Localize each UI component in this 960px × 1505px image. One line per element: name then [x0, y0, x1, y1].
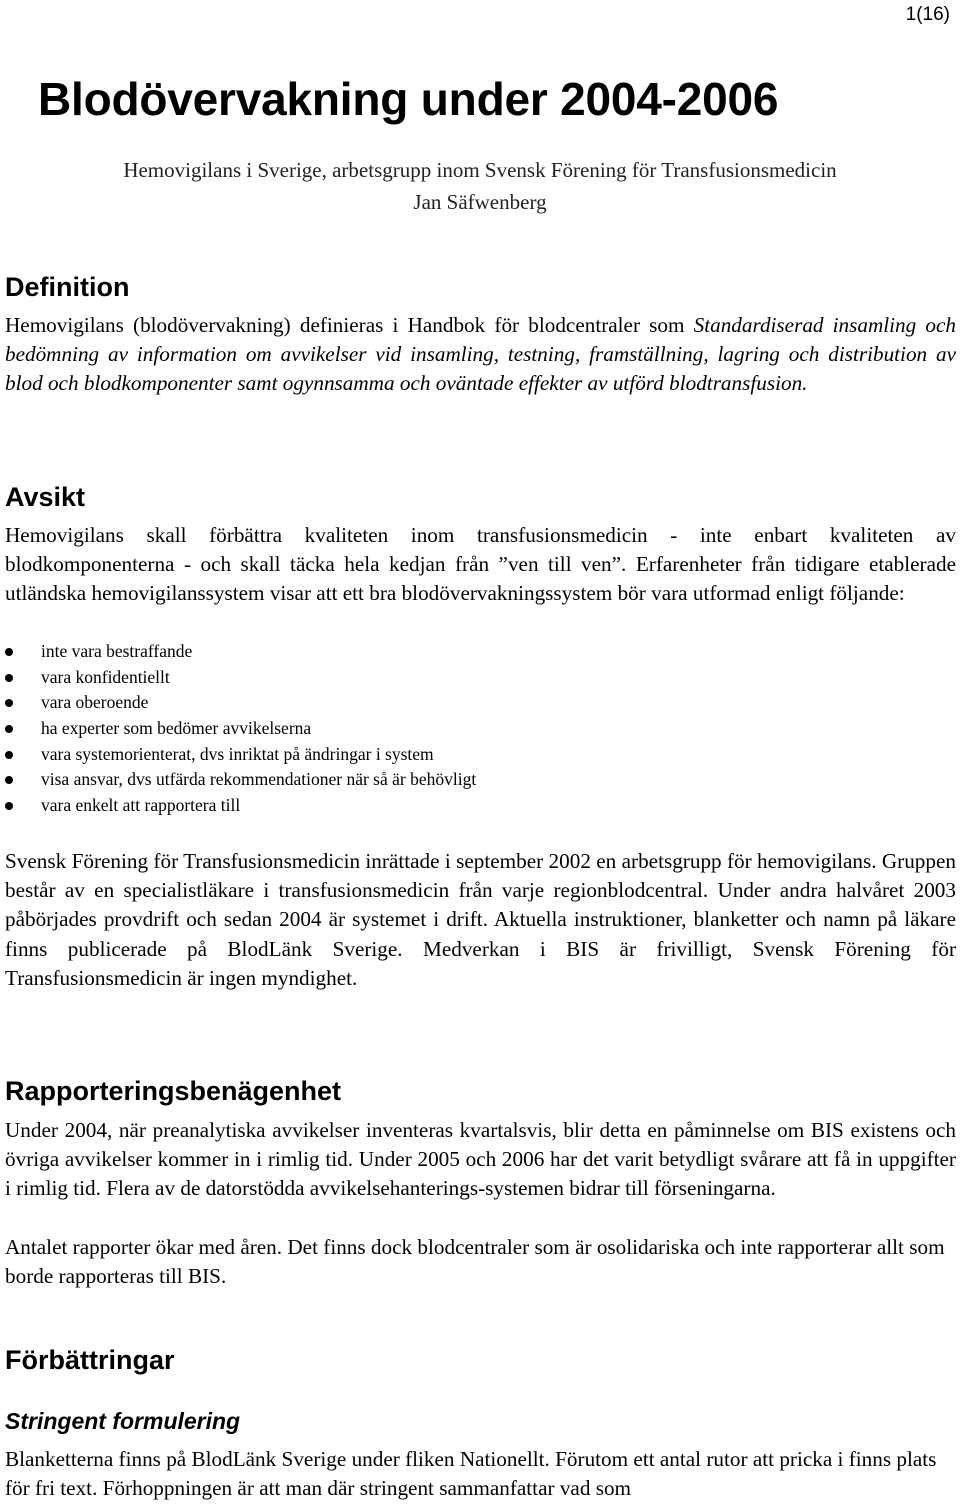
section-heading-forbattringar: Förbättringar [5, 1345, 175, 1375]
definition-italic-text: Standardiserad insamling och bedömning av information om avvikelser vid insamling, testning, framställning, lagring och distribution av blod och blodkomponenter samt ogynnsamma och oväntade effekter av utförd blodtransfusion. [5, 313, 956, 396]
list-item [5, 767, 476, 793]
page-number: 1(16) [905, 4, 950, 25]
list-item-text: ha experter som bedömer avvikelserna [41, 718, 312, 739]
list-item-text: vara konfidentiellt [41, 666, 170, 687]
rapportering-paragraph-2: Antalet rapporter ökar med åren. Det finns dock blodcentraler som är osolidariska och inte rapporterar allt som borde rapporteras till BIS. [5, 1235, 945, 1289]
list-item [5, 639, 476, 665]
arbetsgrupp-paragraph: Svensk Förening för Transfusionsmedicin inrättade i september 2002 en arbetsgrupp för hemovigilans. Gruppen består av en specialistläkare i transfusionsmedicin från varje regionblodcentral. Under andra halvåret 2003 påbörjades provdrift och sedan 2004 är systemet i drift. Aktuella instruktioner, blanketter och namn på läkare finns publicerade på BlodLänk Sverige. Medverkan i BIS är frivilligt, Svensk Förening för Transfusionsmedicin är ingen myndighet. [5, 849, 956, 990]
bullet-icon [5, 699, 13, 707]
list-item [5, 665, 476, 691]
definition-text: Hemovigilans (blodövervakning) definieras i Handbok för blodcentraler som [5, 313, 694, 337]
list-item [5, 690, 476, 716]
list-item-text: vara oberoende [41, 692, 149, 713]
bullet-icon [5, 648, 13, 656]
list-item [5, 793, 476, 819]
document-subtitle: Hemovigilans i Sverige, arbetsgrupp inom Svensk Förening för Transfusionsmedicin [123, 158, 837, 182]
list-item [5, 716, 476, 742]
document-author: Jan Säfwenberg [413, 190, 547, 214]
bullet-icon [5, 674, 13, 682]
list-item-text: inte vara bestraffande [41, 641, 193, 661]
definition-paragraph [5, 311, 956, 399]
list-item-text: vara enkelt att rapportera till [41, 795, 241, 816]
list-item-text: vara systemorienterat, dvs inriktat på ändringar i system [41, 743, 434, 764]
forbattringar-paragraph: Blanketterna finns på BlodLänk Sverige under fliken Nationellt. Förutom ett antal rutor att pricka i finns plats för fri text. Förhoppningen är att man där stringent sammanfattar vad som [5, 1447, 937, 1501]
list-item-text: visa ansvar, dvs utfärda rekommendationer när så är behövligt [41, 769, 477, 790]
section-heading-avsikt: Avsikt [5, 482, 86, 512]
bullet-icon [5, 802, 13, 810]
section-heading-rapporteringsbenagenhet: Rapporteringsbenägenhet [5, 1076, 342, 1106]
requirements-list [5, 639, 476, 819]
bullet-icon [5, 725, 13, 733]
bullet-icon [5, 776, 13, 784]
list-item [5, 742, 476, 768]
document-title: Blodövervakning under 2004-2006 [38, 73, 779, 125]
subsection-heading-stringent-formulering: Stringent formulering [5, 1408, 241, 1434]
bullet-icon [5, 751, 13, 759]
rapportering-paragraph-1: Under 2004, när preanalytiska avvikelser inventeras kvartalsvis, blir detta en påminnelse om BIS existens och övriga avvikelser kommer in i rimlig tid. Under 2005 och 2006 har det varit betydligt svårare att få in uppgifter i rimlig tid. Flera av de datorstödda avvikelsehanterings-systemen bidrar till förseningarna. [5, 1118, 956, 1201]
avsikt-paragraph: Hemovigilans skall förbättra kvaliteten inom transfusionsmedicin - inte enbart kvaliteten av blodkomponenterna - och skall täcka hela kedjan från ”ven till ven”. Erfarenheter från tidigare etablerade utländska hemovigilanssystem visar att ett bra blodövervakningssystem bör vara utformad enligt följande: [5, 523, 956, 606]
section-heading-definition: Definition [5, 272, 130, 302]
